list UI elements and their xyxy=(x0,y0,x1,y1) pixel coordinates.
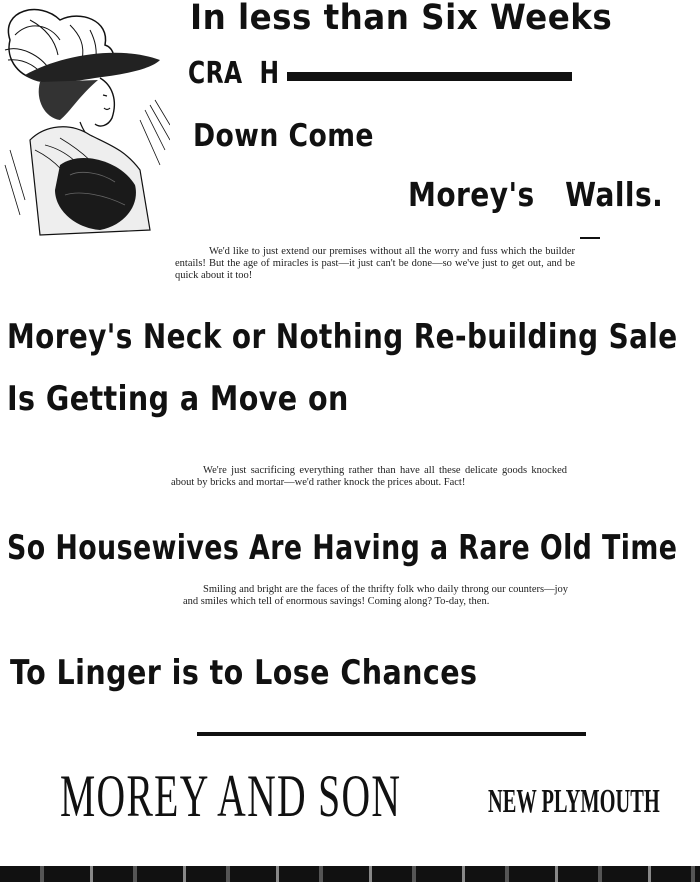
paragraph-sacrificing: We're just sacrificing everything rather than have all these delicate goods knocked about by bricks and mortar—we'd rather knock the prices about. Fact! xyxy=(171,465,567,488)
housewives-headline: So Housewives Are Having a Rare Old Time xyxy=(7,528,678,568)
paragraph-smiling: Smiling and bright are the faces of the thrifty folk who daily throng our counters—joy and smiles which tell of enormous savings! Coming along? To-day, then. xyxy=(183,584,568,607)
bottom-rule xyxy=(0,866,700,882)
headline-top: In less than Six Weeks xyxy=(190,0,613,38)
move-on-headline: Is Getting a Move on xyxy=(7,379,349,419)
sale-headline: Morey's Neck or Nothing Re-building Sale xyxy=(7,317,678,357)
firm-name: MOREY AND SON xyxy=(60,763,402,829)
crash-rule xyxy=(287,72,572,81)
town-name: NEW PLYMOUTH xyxy=(488,783,660,820)
divider-rule xyxy=(197,732,586,736)
lady-illustration xyxy=(0,0,170,240)
down-come: Down Come xyxy=(193,118,374,154)
small-dash xyxy=(580,237,600,239)
paragraph-extend: We'd like to just extend our premises without all the worry and fuss which the builder entails! But the age of miracles is past—it just can't be done—so we've just to get out, and be quick about it too! xyxy=(175,246,575,281)
crash-word: CRA H xyxy=(188,56,280,91)
linger-headline: To Linger is to Lose Chances xyxy=(10,653,478,693)
moreys-walls: Morey's Walls. xyxy=(408,175,664,214)
